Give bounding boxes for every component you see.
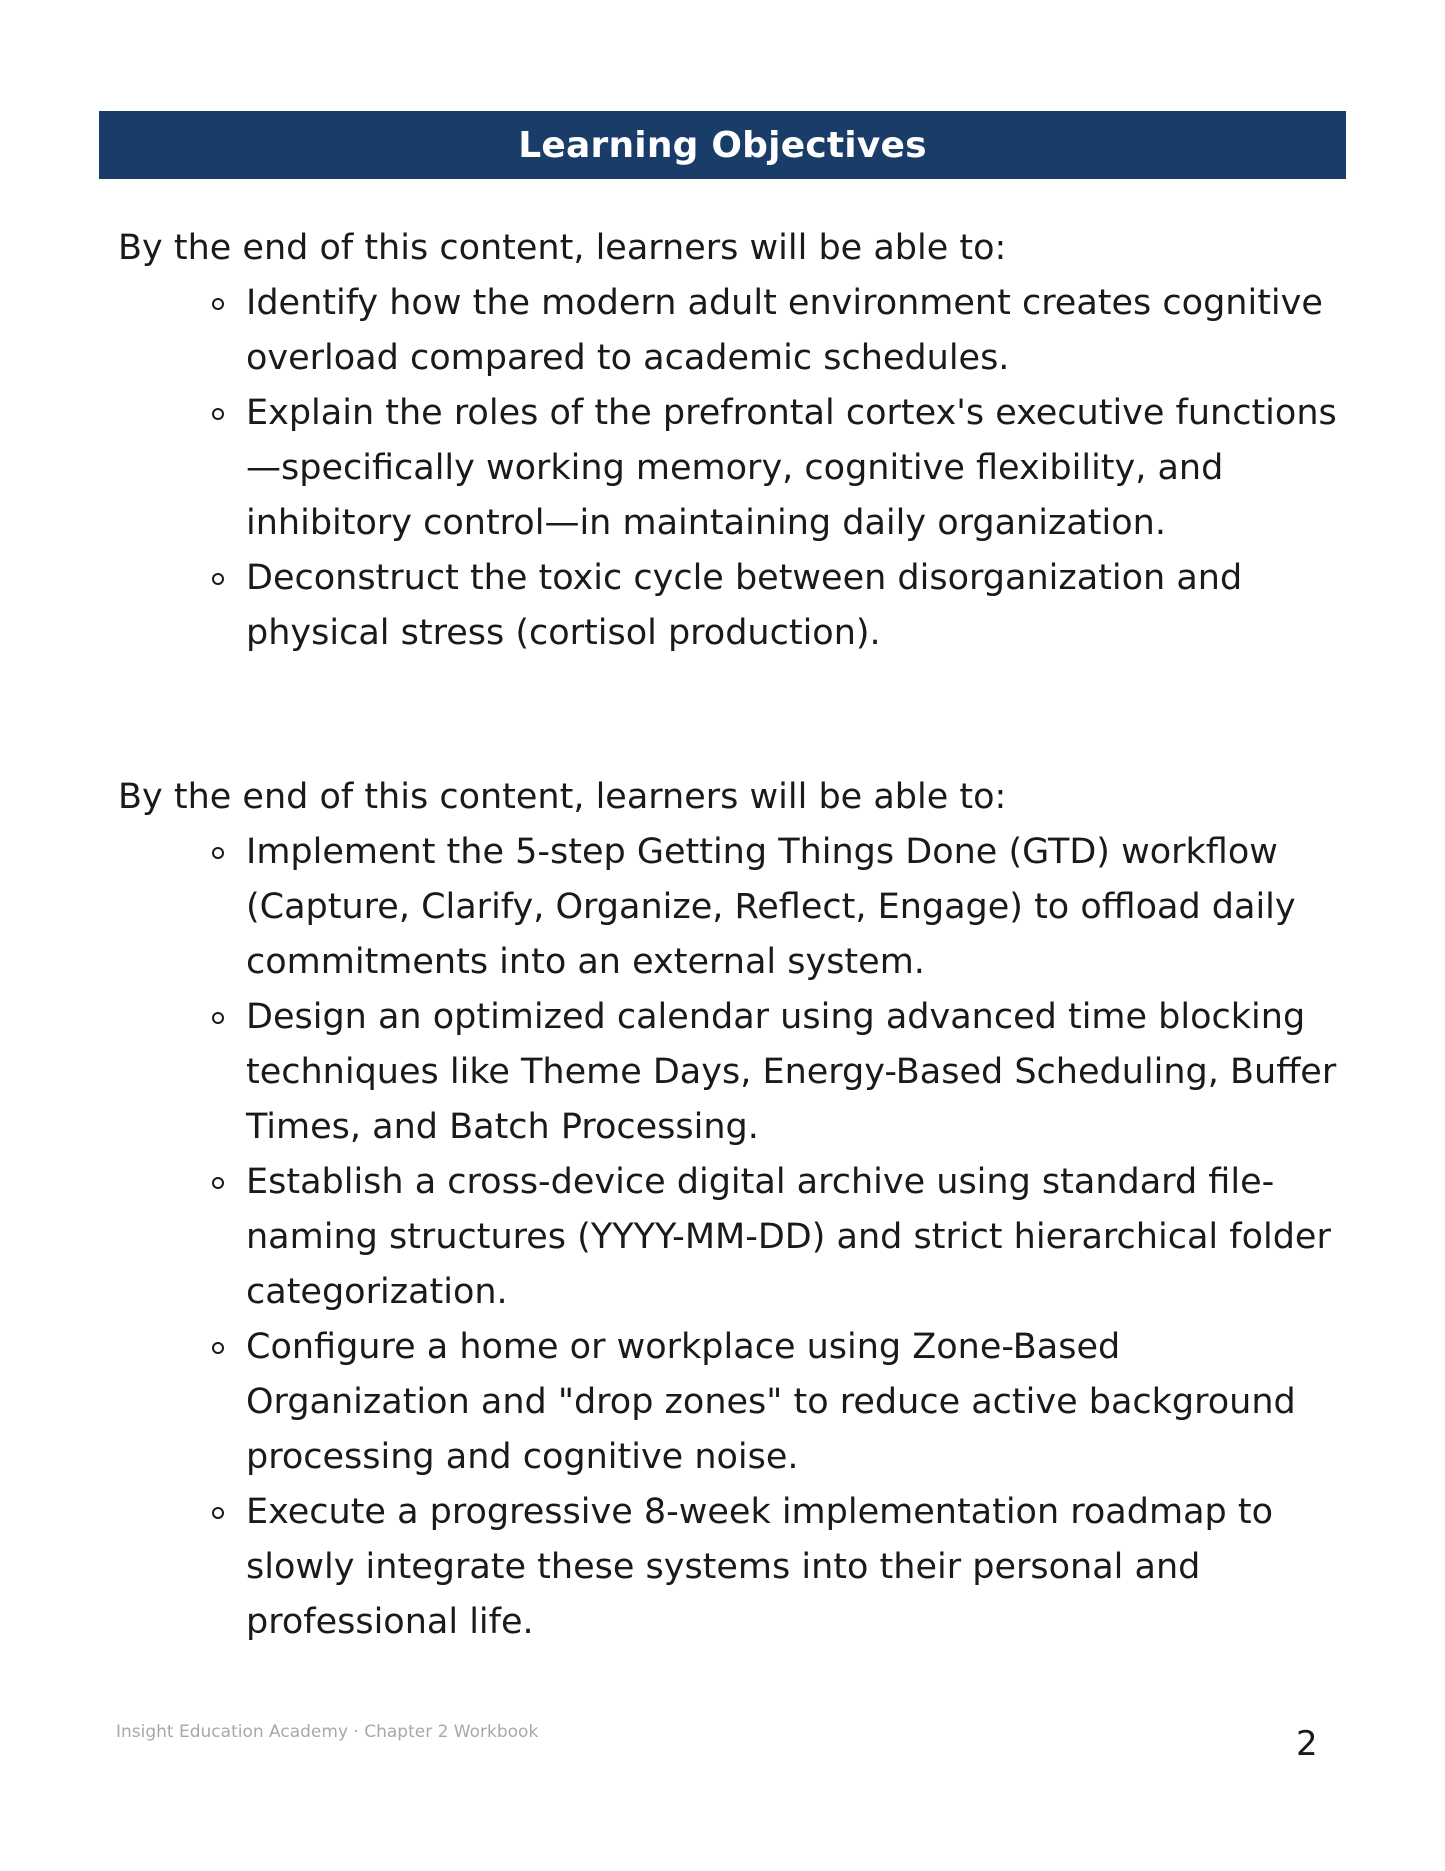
hollow-circle-bullet-icon <box>212 298 224 310</box>
list-item-text: Establish a cross-device digital archive using standard file-naming structures (YYYY-MM-DD) and strict hierarchical folder categorization. <box>246 1162 1331 1312</box>
list-item-text: Deconstruct the toxic cycle between disorganization and physical stress (cortisol production). <box>246 558 1243 653</box>
list-item <box>246 825 1348 990</box>
section-title-bar <box>99 111 1346 179</box>
objectives-list <box>118 276 1348 661</box>
hollow-circle-bullet-icon <box>212 1342 224 1354</box>
list-item <box>246 1485 1348 1650</box>
list-item <box>246 386 1348 551</box>
list-item-text: Execute a progressive 8-week implementation roadmap to slowly integrate these systems into their personal and professional life. <box>246 1492 1273 1642</box>
hollow-circle-bullet-icon <box>212 1507 224 1519</box>
hollow-circle-bullet-icon <box>212 573 224 585</box>
page-number: 2 <box>1296 1724 1318 1764</box>
list-item-text: Explain the roles of the prefrontal cortex's executive functions—specifically working memory, cognitive flexibility, and inhibitory control—in maintaining daily organization. <box>246 393 1337 543</box>
section-intro: By the end of this content, learners will be able to: <box>118 777 1007 817</box>
list-item-text: Design an optimized calendar using advanced time blocking techniques like Theme Days, Energy-Based Scheduling, Buffer Times, and Batch Processing. <box>246 997 1337 1147</box>
hollow-circle-bullet-icon <box>212 1177 224 1189</box>
footer-caption: Insight Education Academy · Chapter 2 Workbook <box>116 1722 539 1742</box>
list-item-text: Implement the 5-step Getting Things Done (GTD) workflow (Capture, Clarify, Organize, Reflect, Engage) to offload daily commitments into an external system. <box>246 832 1296 982</box>
objectives-section-2 <box>118 770 1348 1650</box>
list-item-text: Configure a home or workplace using Zone-Based Organization and "drop zones" to reduce active background processing and cognitive noise. <box>246 1327 1296 1477</box>
hollow-circle-bullet-icon <box>212 847 224 859</box>
objectives-section-1 <box>118 221 1348 661</box>
objectives-list <box>118 825 1348 1650</box>
list-item <box>246 1320 1348 1485</box>
list-item <box>246 990 1348 1155</box>
list-item <box>246 1155 1348 1320</box>
list-item <box>246 551 1348 661</box>
page-title: Learning Objectives <box>518 124 927 166</box>
list-item-text: Identify how the modern adult environment creates cognitive overload compared to academic schedules. <box>246 283 1323 378</box>
hollow-circle-bullet-icon <box>212 1012 224 1024</box>
section-intro: By the end of this content, learners will be able to: <box>118 228 1007 268</box>
list-item <box>246 276 1348 386</box>
hollow-circle-bullet-icon <box>212 408 224 420</box>
